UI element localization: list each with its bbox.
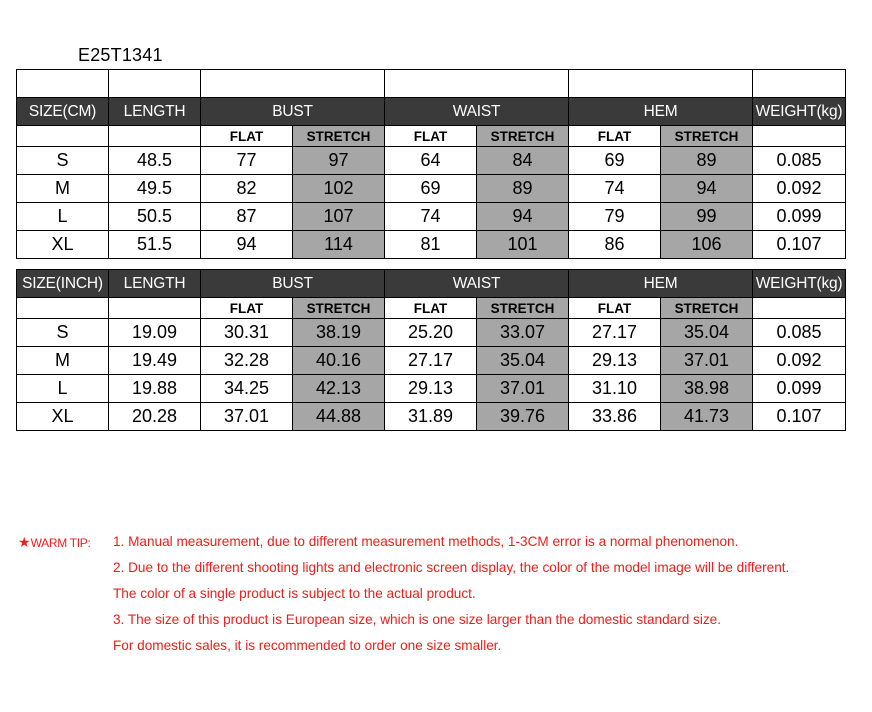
cell-waist-flat: 25.20 (385, 319, 477, 347)
subheader-flat: FLAT (385, 298, 477, 319)
cell-weight: 0.092 (753, 347, 846, 375)
header-hem: HEM (569, 270, 753, 298)
table-header-row (17, 270, 846, 298)
cell-hem-stretch: 37.01 (661, 347, 753, 375)
cell-waist-flat: 69 (385, 175, 477, 203)
cell-length: 19.49 (109, 347, 201, 375)
cell-bust-flat: 30.31 (201, 319, 293, 347)
subheader-stretch: STRETCH (293, 298, 385, 319)
cell-size: L (17, 203, 109, 231)
cell-hem-stretch: 99 (661, 203, 753, 231)
cell-hem-stretch: 89 (661, 147, 753, 175)
cell-weight: 0.107 (753, 403, 846, 431)
subheader-flat: FLAT (569, 298, 661, 319)
cell-bust-stretch: 107 (293, 203, 385, 231)
cell-waist-flat: 64 (385, 147, 477, 175)
header-length: LENGTH (109, 98, 201, 126)
cell-waist-flat: 27.17 (385, 347, 477, 375)
header-weight: WEIGHT(kg) (753, 98, 846, 126)
subheader-stretch: STRETCH (477, 298, 569, 319)
cell-weight: 0.099 (753, 375, 846, 403)
cell-size: S (17, 147, 109, 175)
cell-waist-stretch: 101 (477, 231, 569, 259)
cell-hem-stretch: 35.04 (661, 319, 753, 347)
cell-hem-flat: 79 (569, 203, 661, 231)
cell-bust-stretch: 42.13 (293, 375, 385, 403)
size-table-inch (16, 269, 846, 431)
header-length: LENGTH (109, 270, 201, 298)
cell-bust-stretch: 114 (293, 231, 385, 259)
cell-bust-stretch: 40.16 (293, 347, 385, 375)
table-row (17, 347, 846, 375)
cell-size: M (17, 175, 109, 203)
header-bust: BUST (201, 270, 385, 298)
cell-hem-stretch: 106 (661, 231, 753, 259)
warm-tip-label (18, 534, 91, 551)
table-row (17, 147, 846, 175)
warm-tip-line: The color of a single product is subject to the actual product. (113, 586, 476, 601)
cell-hem-flat: 27.17 (569, 319, 661, 347)
cell-waist-flat: 29.13 (385, 375, 477, 403)
header-size: SIZE(CM) (17, 98, 109, 126)
cell-bust-stretch: 44.88 (293, 403, 385, 431)
star-icon: ★ (18, 534, 31, 550)
subheader-flat: FLAT (385, 126, 477, 147)
header-hem: HEM (569, 98, 753, 126)
warm-tip-line: 2. Due to the different shooting lights and electronic screen display, the color of the model image will be different. (113, 560, 790, 575)
cell-bust-flat: 77 (201, 147, 293, 175)
cell-waist-stretch: 84 (477, 147, 569, 175)
cell-weight: 0.099 (753, 203, 846, 231)
header-waist: WAIST (385, 98, 569, 126)
cell-weight: 0.107 (753, 231, 846, 259)
cell-bust-flat: 82 (201, 175, 293, 203)
cell-hem-flat: 33.86 (569, 403, 661, 431)
cell-hem-flat: 74 (569, 175, 661, 203)
cell-size: XL (17, 403, 109, 431)
warm-tip-line: For domestic sales, it is recommended to order one size smaller. (113, 638, 502, 653)
cell-waist-stretch: 37.01 (477, 375, 569, 403)
cell-length: 49.5 (109, 175, 201, 203)
cell-size: S (17, 319, 109, 347)
table-row (17, 203, 846, 231)
cell-bust-flat: 34.25 (201, 375, 293, 403)
cell-length: 50.5 (109, 203, 201, 231)
cell-length: 20.28 (109, 403, 201, 431)
table-row (17, 231, 846, 259)
cell-bust-stretch: 97 (293, 147, 385, 175)
subheader-stretch: STRETCH (477, 126, 569, 147)
table-subheader-row (17, 298, 846, 319)
cell-bust-flat: 94 (201, 231, 293, 259)
cell-bust-flat: 32.28 (201, 347, 293, 375)
header-weight: WEIGHT(kg) (753, 270, 846, 298)
cell-length: 19.09 (109, 319, 201, 347)
cell-hem-flat: 31.10 (569, 375, 661, 403)
cell-weight: 0.092 (753, 175, 846, 203)
cell-hem-stretch: 94 (661, 175, 753, 203)
cell-waist-stretch: 35.04 (477, 347, 569, 375)
cell-waist-stretch: 94 (477, 203, 569, 231)
table-row (17, 319, 846, 347)
subheader-stretch: STRETCH (293, 126, 385, 147)
cell-waist-flat: 31.89 (385, 403, 477, 431)
cell-bust-stretch: 102 (293, 175, 385, 203)
cell-hem-flat: 69 (569, 147, 661, 175)
table-blank-row (17, 70, 846, 98)
table-header-row (17, 98, 846, 126)
cell-length: 48.5 (109, 147, 201, 175)
size-table-cm (16, 69, 846, 259)
cell-weight: 0.085 (753, 147, 846, 175)
cell-size: XL (17, 231, 109, 259)
table-row (17, 375, 846, 403)
product-code: E25T1341 (78, 45, 163, 65)
table-row (17, 403, 846, 431)
cell-bust-flat: 87 (201, 203, 293, 231)
subheader-stretch: STRETCH (661, 298, 753, 319)
warm-tip-line: 3. The size of this product is European size, which is one size larger than the domestic standard size. (113, 612, 722, 627)
warm-tip-line: 1. Manual measurement, due to different measurement methods, 1-3CM error is a normal phenomenon. (113, 534, 739, 549)
cell-waist-flat: 74 (385, 203, 477, 231)
table-subheader-row (17, 126, 846, 147)
cell-hem-stretch: 38.98 (661, 375, 753, 403)
cell-size: L (17, 375, 109, 403)
cell-waist-stretch: 33.07 (477, 319, 569, 347)
cell-weight: 0.085 (753, 319, 846, 347)
cell-waist-stretch: 89 (477, 175, 569, 203)
header-size: SIZE(INCH) (17, 270, 109, 298)
cell-waist-stretch: 39.76 (477, 403, 569, 431)
header-bust: BUST (201, 98, 385, 126)
cell-hem-flat: 29.13 (569, 347, 661, 375)
header-waist: WAIST (385, 270, 569, 298)
cell-hem-stretch: 41.73 (661, 403, 753, 431)
cell-bust-stretch: 38.19 (293, 319, 385, 347)
cell-waist-flat: 81 (385, 231, 477, 259)
subheader-flat: FLAT (201, 298, 293, 319)
cell-size: M (17, 347, 109, 375)
warm-tip-label-text: WARM TIP: (30, 536, 91, 550)
cell-length: 19.88 (109, 375, 201, 403)
table-row (17, 175, 846, 203)
subheader-flat: FLAT (201, 126, 293, 147)
cell-hem-flat: 86 (569, 231, 661, 259)
cell-length: 51.5 (109, 231, 201, 259)
subheader-flat: FLAT (569, 126, 661, 147)
cell-bust-flat: 37.01 (201, 403, 293, 431)
subheader-stretch: STRETCH (661, 126, 753, 147)
